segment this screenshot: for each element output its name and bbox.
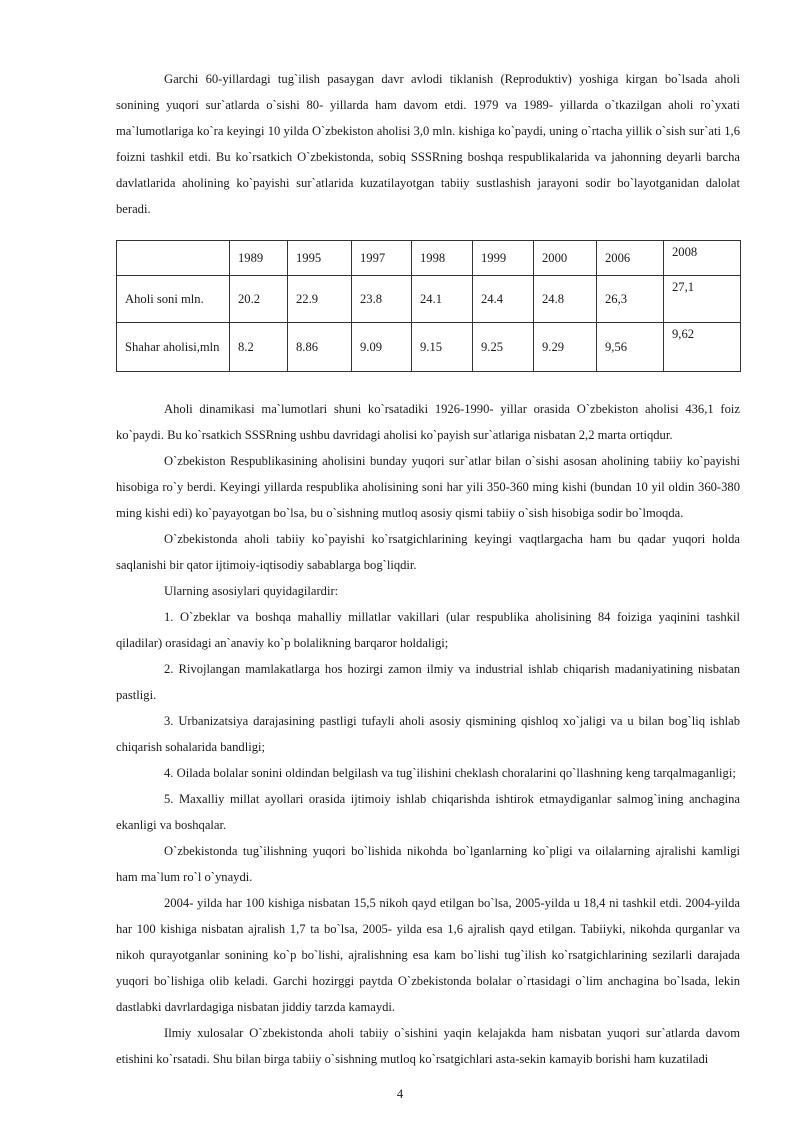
table-cell: 20.2: [230, 276, 288, 323]
paragraph: Ularning asosiylari quyidagilardir:: [164, 584, 339, 598]
table-cell: 24.8: [534, 276, 597, 323]
table-header-cell: [117, 241, 230, 276]
table-cell: 9.25: [473, 323, 534, 372]
list-item: 4. Oilada bolalar sonini oldindan belgilash va tug`ilishini cheklash choralarini qo`llashning keng tarqalmaganligi;: [164, 766, 736, 780]
table-cell: 8.86: [288, 323, 352, 372]
table-cell: 9.09: [352, 323, 412, 372]
table-row-label: Shahar aholisi,mln: [117, 323, 230, 372]
list-item: 5. Maxalliy millat ayollari orasida ijtimoiy ishlab chiqarishda ishtirok etmaydiganlar salmog`ining anchagina ekanligi va boshqalar.: [116, 792, 740, 832]
list-item: 1. O`zbeklar va boshqa mahalliy millatlar vakillari (ular respublika aholisining 84 foiziga yaqinini tashkil qiladilar) orasidagi an`anaviy ko`p bolalikning barqaror holdaligi;: [116, 610, 740, 650]
table-row-label: Aholi soni mln.: [117, 276, 230, 323]
table-cell: 23.8: [352, 276, 412, 323]
table-cell: 9,56: [597, 323, 664, 372]
paragraph: O`zbekistonda aholi tabiiy ko`payishi ko`rsatgichlarining keyingi vaqtlargacha ham bu qadar yuqori holda saqlanishi bir qator ijtimoiy-iqtisodiy sabablarga bog`liqdir.: [116, 532, 740, 572]
page-content: [116, 66, 740, 1072]
paragraph: Ilmiy xulosalar O`zbekistonda aholi tabiiy o`sishini yaqin kelajakda ham nisbatan yuqori sur`atlarda davom etishini ko`rsatadi. Shu bilan birga tabiiy o`sishning mutloq ko`rsatgichlari asta-sekin kamayib borishi ham kuzatiladi: [116, 1026, 740, 1066]
list-item: 3. Urbanizatsiya darajasining pastligi tufayli aholi asosiy qismining qishloq xo`jaligi va u bilan bog`liq ishlab chiqarish sohalarida bandligi;: [116, 714, 740, 754]
table-header-cell: 2000: [534, 241, 597, 276]
table-header-cell: 2006: [597, 241, 664, 276]
table-cell: 22.9: [288, 276, 352, 323]
paragraph: 2004- yilda har 100 kishiga nisbatan 15,5 nikoh qayd etilgan bo`lsa, 2005-yilda u 18,4 ni tashkil etdi. 2004-yilda har 100 kishiga nisbatan ajralish 1,7 ta bo`lsa, 2005- yilda esa 1,6 ajralish qayd etilgan. Tabiiyki, nikohda qurganlar va nikoh qurayotganlar sonining ko`p bo`lishi, ajralishning esa kam bo`lishi tug`ilish ko`rsatgichlarining sezilarli darajada yuqori bo`lishiga olib keladi. Garchi hozirggi paytda O`zbekistonda bolalar o`rtasidagi o`lim anchagina bo`lsada, lekin dastlabki davrlardagiga nisbatan jiddiy tarzda kamaydi.: [116, 896, 740, 1014]
population-table: [116, 240, 741, 372]
table-header-cell: 1989: [230, 241, 288, 276]
table-cell: 9.29: [534, 323, 597, 372]
table-cell: 27,1: [664, 276, 741, 323]
table-cell: 9,62: [664, 323, 741, 372]
paragraph: O`zbekiston Respublikasining aholisini bunday yuqori sur`atlar bilan o`sishi asosan aholining tabiiy ko`payishi hisobiga ro`y berdi. Keyingi yillarda respublika aholisining soni har yili 350-360 ming kishi (bundan 10 yil oldin 360-380 ming kishi edi) ko`payayotgan bo`lsa, bu o`sishning mutloq asosiy qismi tabiiy o`sish hisobiga sodir bo`lmoqda.: [116, 454, 740, 520]
table-header-cell: 2008: [664, 241, 741, 276]
paragraph: O`zbekistonda tug`ilishning yuqori bo`lishida nikohda bo`lganlarning ko`pligi va oilalarning ajralishi kamligi ham ma`lum ro`l o`ynaydi.: [116, 844, 740, 884]
table-header-cell: 1995: [288, 241, 352, 276]
paragraph-intro: Garchi 60-yillardagi tug`ilish pasaygan davr avlodi tiklanish (Reproduktiv) yoshiga kirgan bo`lsada aholi sonining yuqori sur`atlarda o`sishi 80- yillarda ham davom etdi. 1979 va 1989- yillarda o`tkazilgan aholi ro`yxati ma`lumotlariga ko`ra keyingi 10 yilda O`zbekiston aholisi 3,0 mln. kishiga ko`paydi, uning o`rtacha yillik o`sish sur`ati 1,6 foizni tashkil etdi. Bu ko`rsatkich O`zbekistonda, sobiq SSSRning boshqa respublikalarida va jahonning deyarli barcha davlatlarida aholining ko`payishi sur`atlarida kuzatilayotgan tabiiy sustlashish jarayoni sodir bo`layotganidan dalolat beradi.: [116, 72, 740, 216]
table-row: [117, 276, 741, 323]
list-item: 2. Rivojlangan mamlakatlarga hos hozirgi zamon ilmiy va industrial ishlab chiqarish madaniyatining nisbatan pastligi.: [116, 662, 740, 702]
page-number: 4: [396, 1087, 404, 1101]
table-cell: 8.2: [230, 323, 288, 372]
table-cell: 9.15: [412, 323, 473, 372]
table-cell: 24.4: [473, 276, 534, 323]
table-cell: 24.1: [412, 276, 473, 323]
paragraph: Aholi dinamikasi ma`lumotlari shuni ko`rsatadiki 1926-1990- yillar orasida O`zbekiston aholisi 436,1 foiz ko`paydi. Bu ko`rsatkich SSSRning ushbu davridagi aholisi ko`payish sur`atlariga nisbatan 2,2 marta ortiqdur.: [116, 402, 740, 442]
table-header-cell: 1999: [473, 241, 534, 276]
table-header-row: [117, 241, 741, 276]
table-cell: 26,3: [597, 276, 664, 323]
table-header-cell: 1997: [352, 241, 412, 276]
table-row: [117, 323, 741, 372]
table-header-cell: 1998: [412, 241, 473, 276]
